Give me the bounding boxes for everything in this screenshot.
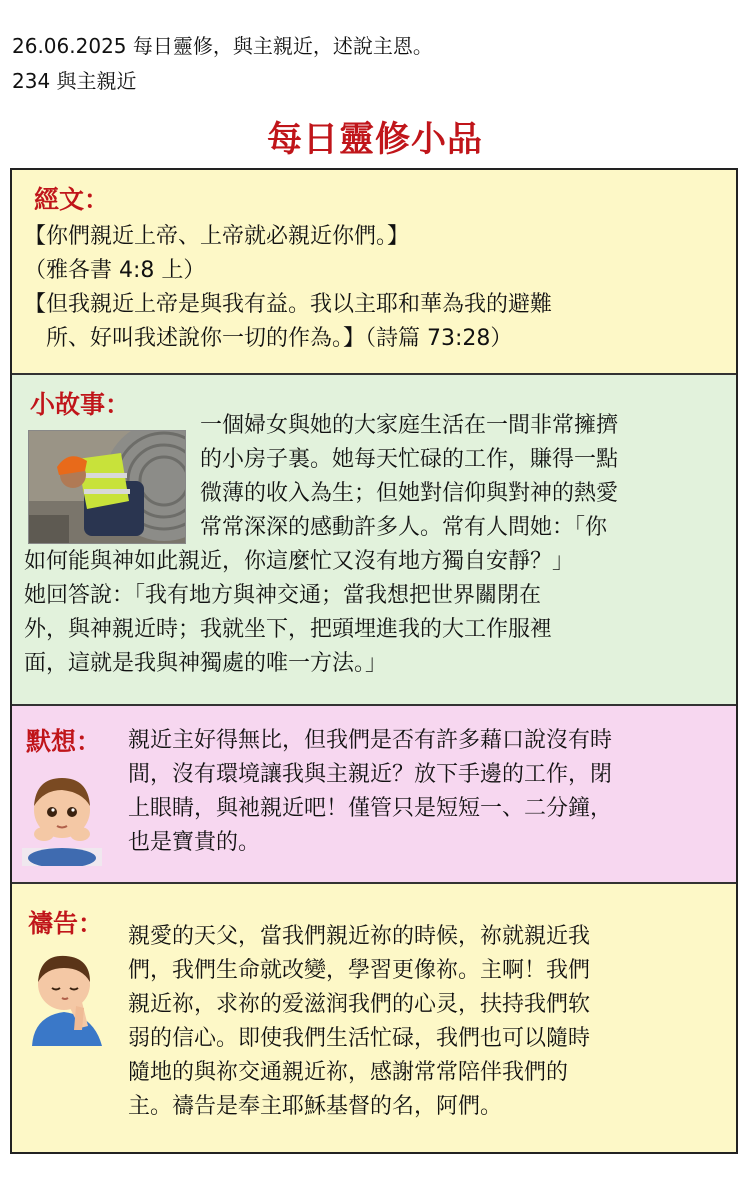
story-line: 一個婦女與她的大家庭生活在一間非常擁擠 (200, 413, 619, 438)
story-line: 外，與神親近時；我就坐下，把頭埋進我的大工作服裡 (24, 617, 553, 642)
meditation-line: 上眼睛，與祂親近吧！僅管只是短短一、二分鐘， (128, 796, 613, 821)
meditation-line: 間，沒有環境讓我與主親近？放下手邊的工作，閉 (128, 762, 613, 787)
praying-boy-illustration (24, 946, 110, 1046)
thinking-boy-illustration (22, 766, 102, 866)
header-date-line: 26.06.2025 每日靈修，與主親近，述說主恩。 (12, 34, 433, 58)
prayer-line: 親近祢，求祢的爱滋润我們的心灵，扶持我們软 (128, 992, 591, 1017)
header-subtitle-line: 234 與主親近 (12, 69, 137, 93)
story-line: 微薄的收入為生；但她對信仰與對神的熱愛 (200, 481, 619, 506)
meditation-section (12, 706, 736, 884)
devotional-card (10, 168, 738, 1154)
scripture-text (24, 220, 552, 356)
meditation-line: 親近主好得無比，但我們是否有許多藉口說沒有時 (128, 728, 613, 753)
prayer-line: 親愛的天父，當我們親近祢的時候，祢就親近我 (128, 924, 591, 949)
scripture-heading: 經文： (34, 185, 110, 214)
story-text-full (24, 545, 574, 681)
prayer-line: 弱的信心。即使我們生活忙碌，我們也可以隨時 (128, 1026, 591, 1051)
prayer-line: 隨地的與祢交通親近祢，感謝常常陪伴我們的 (128, 1060, 569, 1085)
meditation-text (128, 724, 612, 860)
story-line: 如何能與神如此親近，你這麼忙又沒有地方獨自安靜？」 (24, 549, 575, 574)
meditation-line: 也是寶貴的。 (128, 830, 261, 855)
prayer-section (12, 884, 736, 1152)
story-line: 常常深深的感動許多人。常有人問她：「你 (200, 515, 608, 540)
story-line: 面，這就是我與神獨處的唯一方法。」 (24, 651, 388, 676)
page-title: 每日靈修小品 (266, 120, 483, 160)
scripture-line: 所、好叫我述說你一切的作為。】（詩篇 73:28） (24, 326, 513, 351)
prayer-text (128, 920, 590, 1124)
meditation-heading: 默想： (26, 727, 102, 756)
scripture-line: （雅各書 4:8 上） (24, 258, 206, 283)
story-text-beside-image (200, 409, 618, 545)
story-section (12, 375, 736, 706)
worker-photo (28, 430, 186, 544)
story-line: 的小房子裏。她每天忙碌的工作，賺得一點 (200, 447, 619, 472)
scripture-line: 【你們親近上帝、上帝就必親近你們。】 (24, 224, 410, 249)
scripture-line: 【但我親近上帝是與我有益。我以主耶和華為我的避難 (24, 292, 553, 317)
story-line: 她回答說：「我有地方與神交通；當我想把世界關閉在 (24, 583, 542, 608)
story-heading: 小故事： (30, 390, 131, 419)
prayer-line: 們，我們生命就改變，學習更像祢。主啊！我們 (128, 958, 591, 983)
prayer-line: 主。禱告是奉主耶穌基督的名，阿們。 (128, 1094, 503, 1119)
scripture-section (12, 170, 736, 375)
prayer-heading: 禱告： (28, 909, 104, 938)
